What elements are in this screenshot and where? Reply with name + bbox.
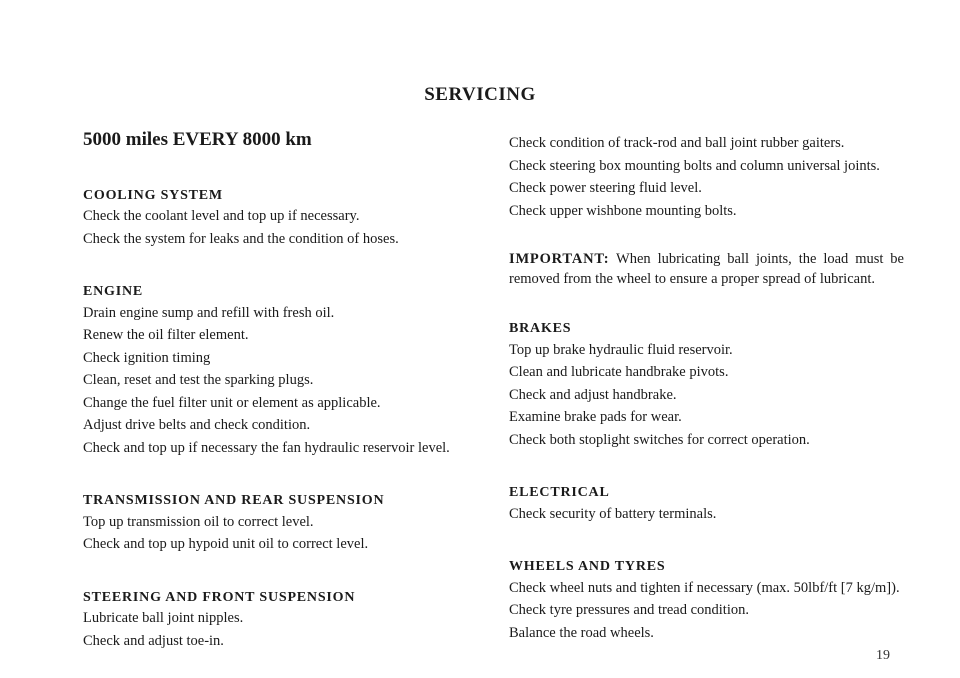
list-item: Check and top up if necessary the fan hydraulic reservoir level.: [83, 439, 450, 456]
list-item: Check condition of track-rod and ball joint rubber gaiters.: [509, 135, 845, 151]
section-steering-checks: [509, 134, 904, 221]
section-steering: [83, 588, 463, 652]
section-cooling-system: [83, 186, 463, 250]
list-item: Check upper wishbone mounting bolts.: [509, 202, 737, 219]
list-item: Check steering box mounting bolts and column universal joints.: [509, 157, 880, 174]
list-item: Check and top up hypoid unit oil to correct level.: [83, 536, 369, 552]
list-item: Check security of battery terminals.: [509, 505, 717, 522]
list-item: Top up brake hydraulic fluid reservoir.: [509, 341, 733, 358]
important-note: [509, 250, 904, 289]
list-item: Clean and lubricate handbrake pivots.: [509, 364, 729, 380]
section-heading: TRANSMISSION AND REAR SUSPENSION: [83, 493, 385, 508]
page-number: 19: [876, 648, 890, 663]
service-interval: 5000 miles EVERY 8000 km: [83, 129, 312, 150]
section-wheels-tyres: [509, 557, 904, 643]
section-engine: [83, 282, 463, 458]
page-title: SERVICING: [424, 84, 536, 105]
important-text: When lubricating ball joints, the load must be removed from the wheel to ensure a proper spread of lubricant.: [509, 251, 904, 287]
list-item: Check and adjust toe-in.: [83, 632, 224, 649]
section-heading: WHEELS AND TYRES: [509, 559, 666, 574]
list-item: Drain engine sump and refill with fresh oil.: [83, 304, 335, 321]
list-item: Check the system for leaks and the condition of hoses.: [83, 230, 399, 247]
section-heading: COOLING SYSTEM: [83, 187, 223, 203]
section-heading: BRAKES: [509, 321, 572, 336]
list-item: Change the fuel filter unit or element as applicable.: [83, 394, 381, 411]
section-heading: ELECTRICAL: [509, 485, 610, 500]
list-item: Check and adjust handbrake.: [509, 386, 677, 403]
section-heading: STEERING AND FRONT SUSPENSION: [83, 589, 356, 605]
section-electrical: [509, 483, 904, 524]
list-item: Check both stoplight switches for correct operation.: [509, 431, 810, 448]
list-item: Check the coolant level and top up if necessary.: [83, 208, 360, 224]
list-item: Lubricate ball joint nipples.: [83, 610, 244, 626]
section-transmission: [83, 491, 463, 555]
left-column: [83, 130, 463, 654]
important-label: IMPORTANT:: [509, 251, 610, 267]
list-item: Top up transmission oil to correct level.: [83, 513, 314, 530]
list-item: Clean, reset and test the sparking plugs.: [83, 372, 314, 388]
list-item: Check tyre pressures and tread condition.: [509, 602, 749, 618]
list-item: Check wheel nuts and tighten if necessary (max. 50lbf/ft [7 kg/m]).: [509, 579, 900, 596]
list-item: Check power steering fluid level.: [509, 180, 702, 196]
list-item: Adjust drive belts and check condition.: [83, 417, 311, 433]
list-item: Renew the oil filter element.: [83, 327, 249, 343]
list-item: Examine brake pads for wear.: [509, 409, 682, 425]
list-item: Balance the road wheels.: [509, 624, 654, 641]
section-heading: ENGINE: [83, 284, 144, 299]
list-item: Check ignition timing: [83, 349, 211, 366]
right-column: [509, 134, 904, 646]
section-brakes: [509, 319, 904, 450]
